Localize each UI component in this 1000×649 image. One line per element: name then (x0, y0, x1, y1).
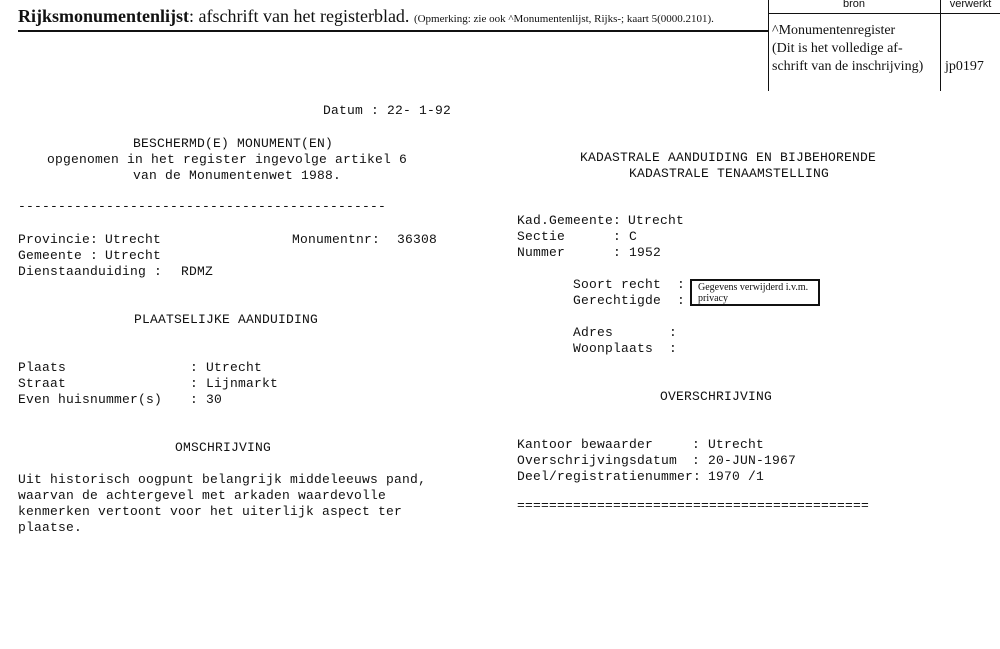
heading-line: BESCHERMD(E) MONUMENT(EN) (133, 136, 334, 151)
gemeente-value: Utrecht (105, 248, 162, 263)
omschrijving-line: waarvan de achtergevel met arkaden waardevolle (18, 488, 387, 503)
adres-label: Adres (573, 325, 614, 340)
omschrijving-heading: OMSCHRIJVING (175, 440, 272, 455)
datum-label: Datum : (323, 103, 380, 118)
woonplaats-label: Woonplaats (573, 341, 654, 356)
omschrijving-line: kenmerken vertoont voor het uiterlijk aspect ter (18, 504, 403, 519)
verwerkt-cell: jp0197 (945, 59, 984, 74)
deel-value: 1970 /1 (708, 469, 765, 484)
plaatselijke-heading: PLAATSELIJKE AANDUIDING (134, 312, 319, 327)
header-note: (Opmerking: zie ook ^Monumentenlijst, Rijks-; kaart 5(0000.2101). (413, 13, 714, 25)
column-header-bron: bron (842, 0, 866, 10)
kad-gemeente-value: Utrecht (628, 213, 685, 228)
kantoor-value: : Utrecht (692, 437, 765, 452)
header-underline (18, 30, 768, 32)
monumentnr-label: Monumentnr: (292, 232, 381, 247)
deel-label: Deel/registratienummer: (517, 469, 702, 484)
divider-line-right: ============================================ (517, 498, 870, 513)
page-header (18, 6, 714, 27)
woonplaats-colon: : (669, 341, 678, 356)
divider-line: ---------------------------------------------- (18, 199, 387, 214)
gerechtigde-label: Gerechtigde : (573, 293, 686, 308)
bron-line: (Dit is het volledige af- (772, 41, 903, 56)
overschr-datum-label: Overschrijvingsdatum (517, 453, 678, 468)
bron-line: schrift van de inschrijving) (772, 59, 924, 74)
huisnr-label: Even huisnummer(s) (18, 392, 163, 407)
sectie-value: : C (613, 229, 638, 244)
huisnr-value: : 30 (190, 392, 223, 407)
kad-gemeente-label: Kad.Gemeente: (517, 213, 622, 228)
straat-value: : Lijnmarkt (190, 376, 279, 391)
plaats-value: : Utrecht (190, 360, 263, 375)
provincie-label: Provincie: (18, 232, 99, 247)
table-header-line (768, 13, 1000, 14)
dienst-value: RDMZ (181, 264, 214, 279)
nummer-value: : 1952 (613, 245, 662, 260)
monumentnr-value: 36308 (397, 232, 438, 247)
kadaster-heading-line: KADASTRALE TENAAMSTELLING (629, 166, 830, 181)
soort-recht-label: Soort recht : (573, 277, 686, 292)
overschr-datum-value: : 20-JUN-1967 (692, 453, 797, 468)
datum-field (323, 103, 451, 118)
bron-line: ^Monumentenregister (772, 23, 896, 38)
omschrijving-line: Uit historisch oogpunt belangrijk middeleeuws pand, (18, 472, 427, 487)
header-title-rest: : afschrift van het registerblad. (189, 6, 410, 26)
privacy-redaction-box: Gegevens verwijderd i.v.m. privacy (690, 279, 820, 306)
header-title-bold: Rijksmonumentenlijst (18, 6, 190, 26)
adres-colon: : (669, 325, 678, 340)
provincie-value: Utrecht (105, 232, 162, 247)
gemeente-label: Gemeente : (18, 248, 99, 263)
omschrijving-line: plaatse. (18, 520, 83, 535)
sectie-label: Sectie (517, 229, 566, 244)
straat-label: Straat (18, 376, 67, 391)
column-header-verwerkt: verwerkt (949, 0, 992, 10)
overschrijving-heading: OVERSCHRIJVING (660, 389, 773, 404)
nummer-label: Nummer (517, 245, 566, 260)
kantoor-label: Kantoor bewaarder (517, 437, 654, 452)
dienst-label: Dienstaanduiding : (18, 264, 163, 279)
heading-line: van de Monumentenwet 1988. (133, 168, 342, 183)
plaats-label: Plaats (18, 360, 67, 375)
kadaster-heading-line: KADASTRALE AANDUIDING EN BIJBEHORENDE (580, 150, 877, 165)
heading-line: opgenomen in het register ingevolge artikel 6 (47, 152, 408, 167)
bron-cell (772, 22, 938, 76)
datum-value: 22- 1-92 (387, 103, 452, 118)
